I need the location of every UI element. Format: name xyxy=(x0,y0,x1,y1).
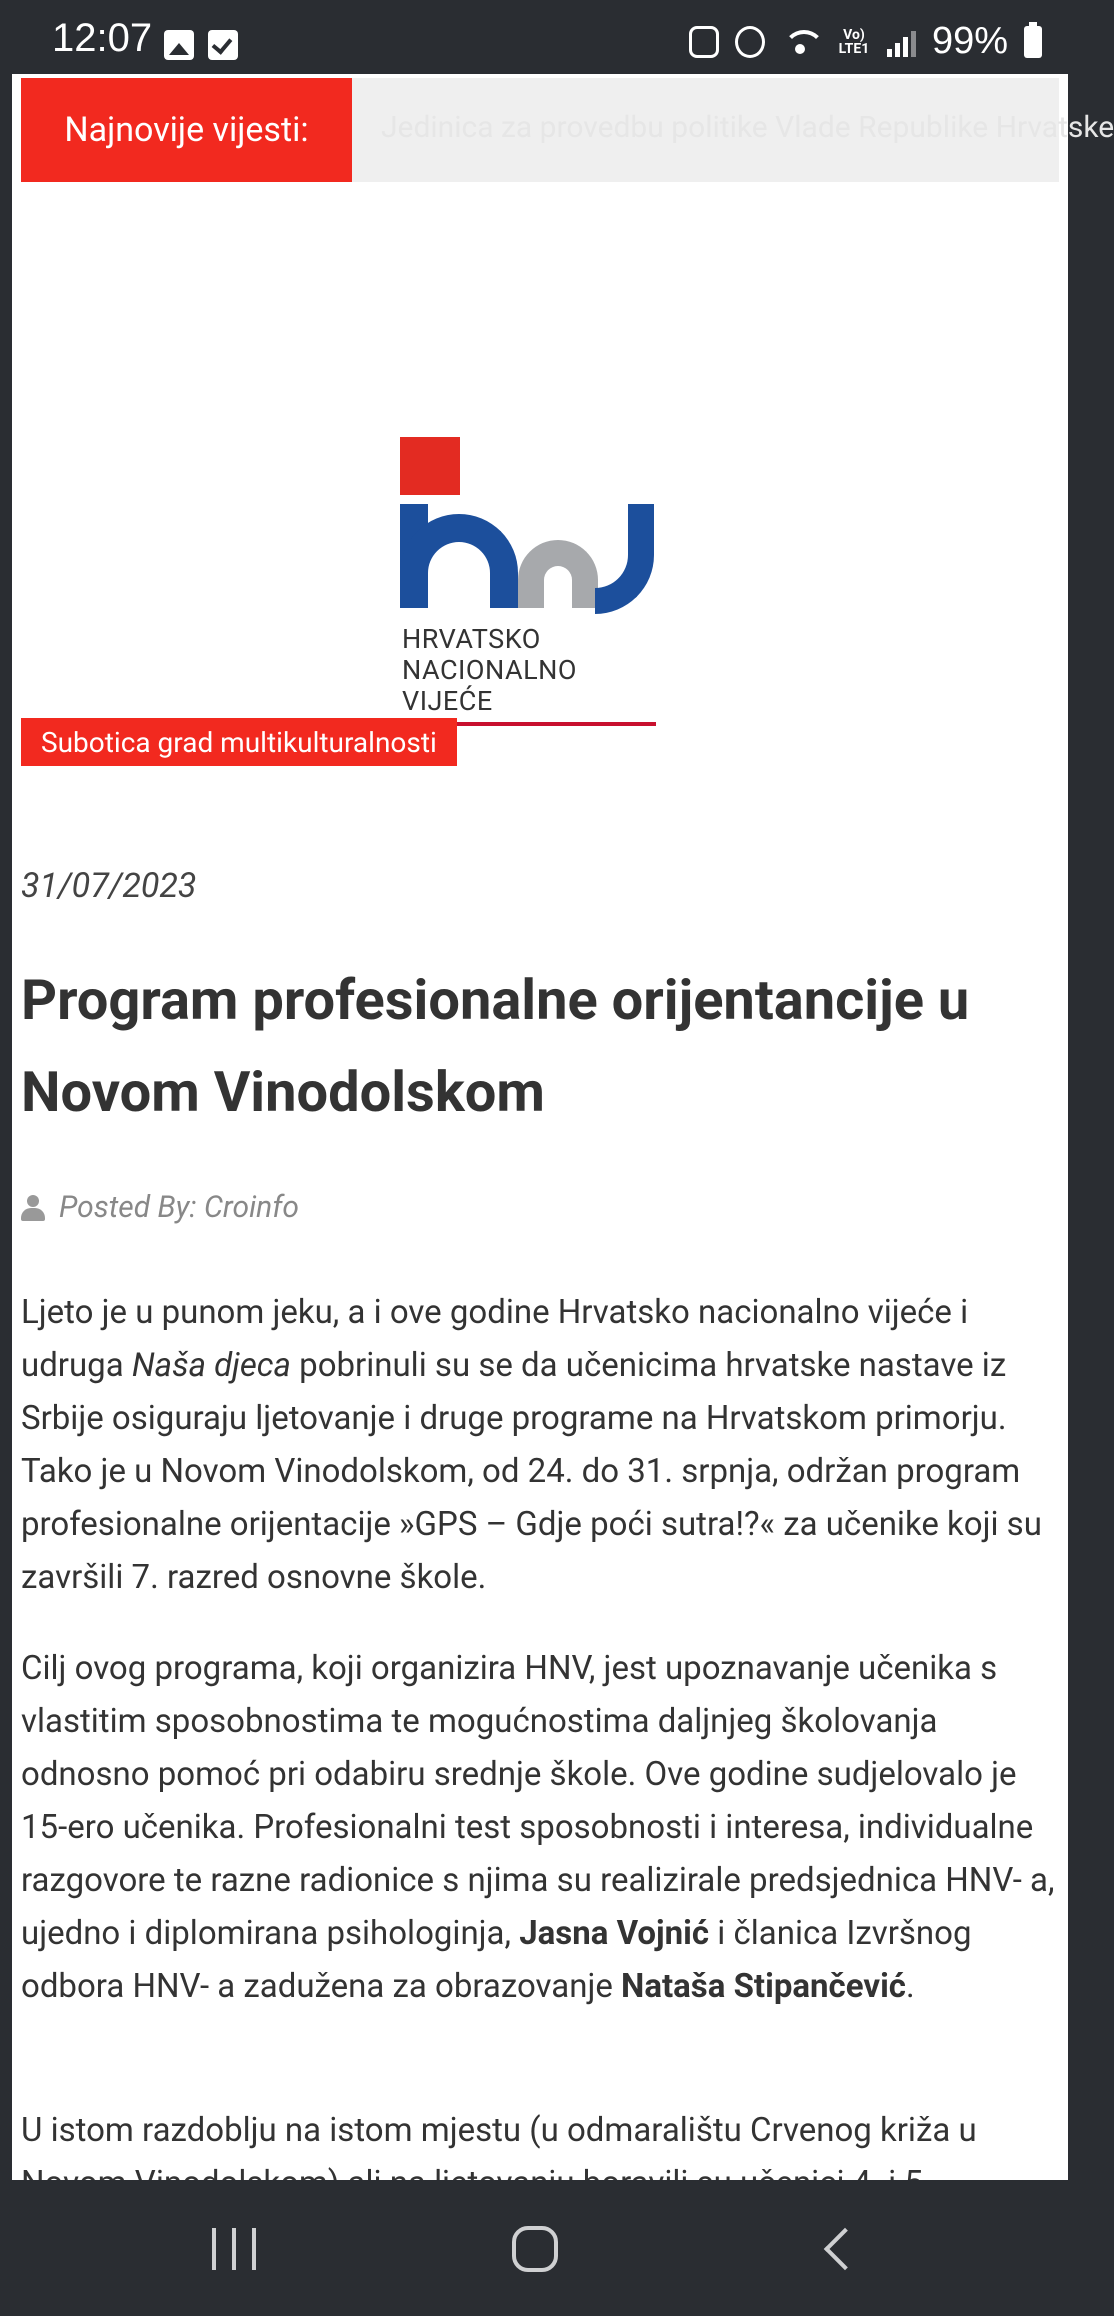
article-author xyxy=(21,1190,299,1225)
ticker-label: Najnovije vijesti: xyxy=(21,78,352,182)
battery-icon xyxy=(1024,26,1042,58)
article-title: Program profesionalne orijentancije u Novom Vinodolskom xyxy=(21,967,970,1125)
android-icon xyxy=(689,26,719,58)
logo-red-square xyxy=(400,437,460,495)
status-time: 12:07 xyxy=(52,16,153,60)
battery-percent: 99% xyxy=(931,20,1008,62)
recent-apps-icon[interactable] xyxy=(212,2228,256,2270)
back-icon[interactable] xyxy=(824,2228,866,2270)
article-paragraph-2: Cilj ovog programa, koji organizira HNV, jest upoznavanje učenika s vlastitim sposobnostima te mogućnostima daljnjeg školovanja odnosno pomoć pri odabiru srednje škole. Ove godine sudjelovalo je 15-ero učenika. Profesionalni test sposobnosti i interesa, individualne razgovore te razne radionice s njima su realizirale predsjednica HNV- a, ujedno i diplomirana psihologinja, Jasna Vojnić i članica Izvršnog odbora HNV- a zadužena za obrazovanje Nataša Stipančević. xyxy=(21,1649,1055,2006)
alarm-icon xyxy=(735,26,765,58)
logo-text: HRVATSKO NACIONALNO VIJEĆE xyxy=(402,623,577,717)
web-page[interactable] xyxy=(12,74,1114,2180)
wifi-icon xyxy=(781,26,821,58)
author-label[interactable]: Posted By: Croinfo xyxy=(59,1190,299,1225)
checkbox-icon xyxy=(208,30,238,60)
status-system-icons xyxy=(689,20,1042,63)
article-paragraph-1: Ljeto je u punom jeku, a i ove godine Hrvatsko nacionalno vijeće i udruga Naša djeca pobrinuli su se da učenicima hrvatske nastave iz Srbije osiguraju ljetovanje i druge programe na Hrvatskom primorju. Tako je u Novom Vinodolskom, od 24. do 31. srpnja, održan program profesionalne orijentacije »GPS – Gdje poći sutra!?« za učenike koji su završili 7. razred osnovne škole. xyxy=(21,1293,1042,1597)
lte-icon: Vo) LTE1 xyxy=(838,26,870,57)
home-icon[interactable] xyxy=(512,2226,558,2272)
navigation-bar xyxy=(0,2180,1080,2316)
hnv-logo xyxy=(312,344,732,764)
category-badge[interactable]: Subotica grad multikulturalnosti xyxy=(21,718,457,766)
news-ticker[interactable] xyxy=(21,78,1114,182)
gallery-icon xyxy=(164,30,194,60)
article-paragraph-3: U istom razdoblju na istom mjestu (u odmaralištu Crvenog križa u xyxy=(21,2111,977,2150)
status-bar xyxy=(0,0,1080,74)
status-notification-icons xyxy=(164,30,238,60)
ticker-headline[interactable]: Jedinica za provedbu politike Vlade Republike Hrvatske xyxy=(381,110,1114,145)
signal-icon xyxy=(887,27,916,57)
user-icon xyxy=(21,1195,45,1221)
article-date: 31/07/2023 xyxy=(21,866,197,906)
